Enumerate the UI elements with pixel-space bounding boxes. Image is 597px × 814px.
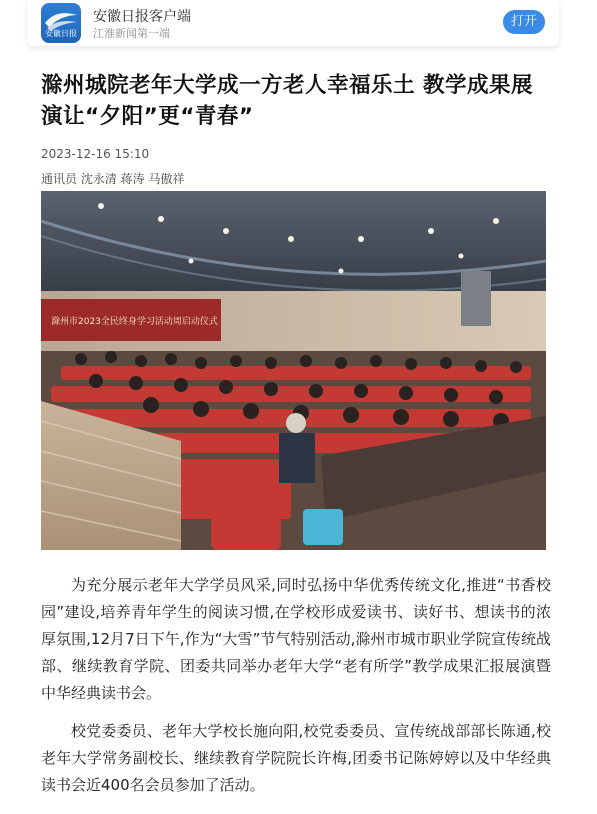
article-photo <box>41 191 546 550</box>
anhui-daily-logo-icon <box>41 3 81 43</box>
app-download-banner <box>27 0 559 46</box>
article-title: 滁州城院老年大学成一方老人幸福乐土 教学成果展演让“夕阳”更“青春” <box>41 73 533 129</box>
article-paragraph: 为充分展示老年大学学员风采,同时弘扬中华优秀传统文化,推进“书香校园”建设,培养青年学生的阅读习惯,在学校形成爱读书、读好书、想读书的浓厚氛围,12月7日下午,作为“大雪”节气特别活动,滁州市城市职业学院宣传统战部、继续教育学院、团委共同举办老年大学“老有所学”教学成果汇报展演暨中华经典读书会。 <box>41 576 551 702</box>
app-name: 安徽日报客户端 <box>93 9 191 25</box>
open-app-button[interactable]: 打开 <box>503 10 545 34</box>
article-byline: 通讯员 沈永清 蒋涛 马傲祥 <box>41 172 185 186</box>
publish-date: 2023-12-16 15:10 <box>41 147 150 161</box>
article-paragraph: 校党委委员、老年大学校长施向阳,校党委委员、宣传统战部部长陈通,校老年大学常务副校长、继续教育学院院长许梅,团委书记陈婷婷以及中华经典读书会近400名会员参加了活动。 <box>41 722 551 794</box>
app-slogan: 江淮新闻第一端 <box>93 27 170 40</box>
stage-banner-text: 滁州市2023全民终身学习活动周启动仪式 <box>51 317 218 327</box>
auditorium-photo-image <box>41 191 546 550</box>
logo-text: 安徽日报 <box>45 29 77 38</box>
